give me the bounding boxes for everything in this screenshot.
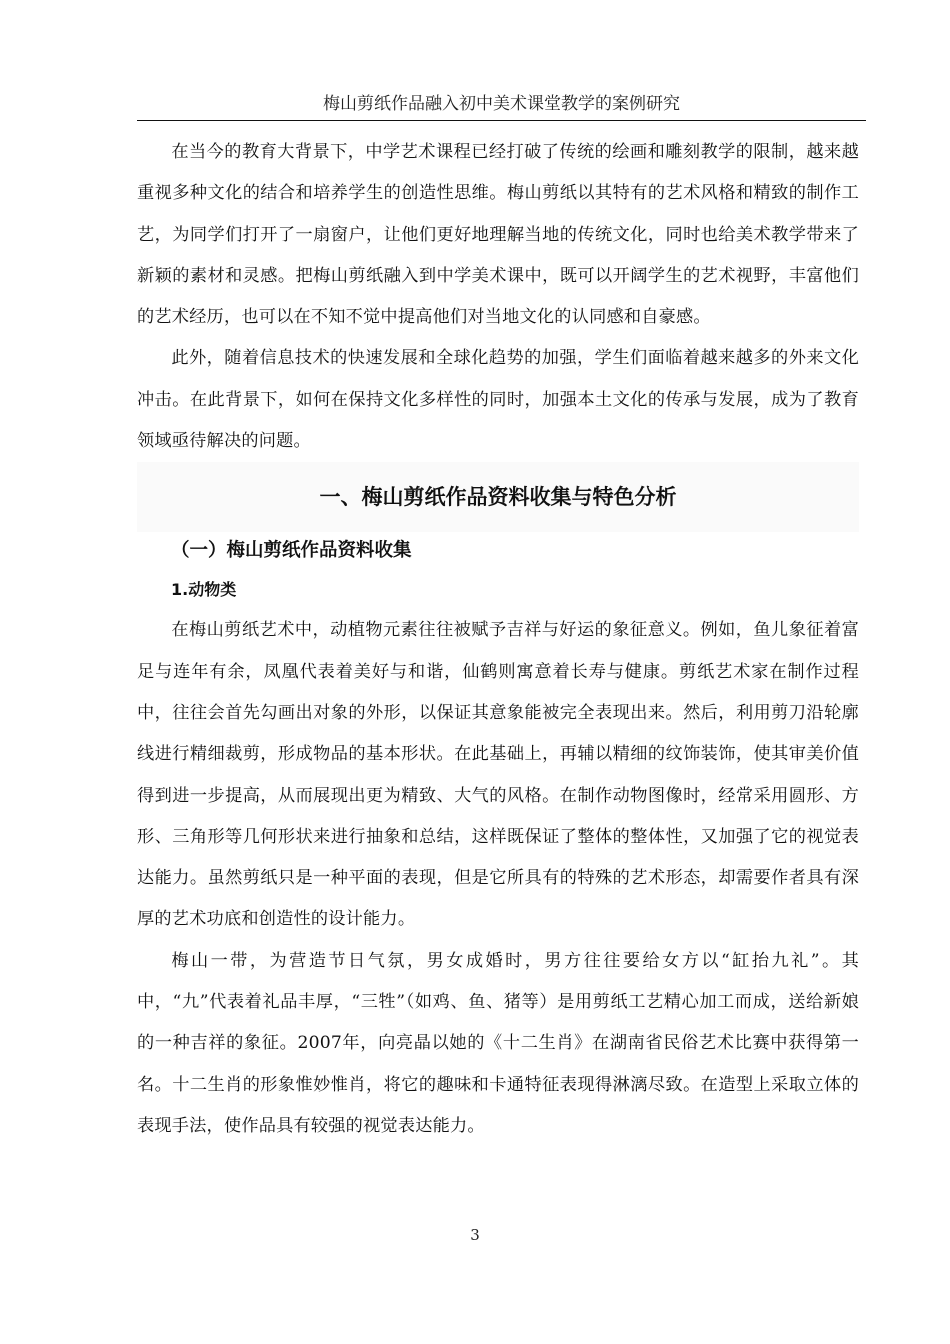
subsection-heading: （一）梅山剪纸作品资料收集	[171, 540, 412, 562]
intro-paragraph-2: 此外，随着信息技术的快速发展和全球化趋势的加强，学生们面临着越来越多的外来文化冲击。在此背景下，如何在保持文化多样性的同时，加强本土文化的传承与发展，成为了教育领域亟待解决的问题。	[137, 348, 859, 452]
section-heading: 一、梅山剪纸作品资料收集与特色分析	[137, 462, 859, 532]
section-paragraph-2: 梅山一带，为营造节日气氛，男女成婚时，男方往往要给女方以“缸抬九礼”。其中，“九”代表着礼品丰厚，“三牲”（如鸡、鱼、猪等）是用剪纸工艺精心加工而成，送给新娘的一种吉祥的象征。2007年，向亮晶以她的《十二生肖》在湖南省民俗艺术比赛中获得第一名。十二生肖的形象惟妙惟肖，将它的趣味和卡通特征表现得淋漓尽致。在造型上采取立体的表现手法，使作品具有较强的视觉表达能力。	[137, 950, 859, 1136]
sub-subsection-heading: 1.动物类	[171, 580, 237, 600]
running-header-title: 梅山剪纸作品融入初中美术课堂教学的案例研究	[323, 94, 680, 114]
intro-paragraph-1: 在当今的教育大背景下，中学艺术课程已经打破了传统的绘画和雕刻教学的限制，越来越重视多种文化的结合和培养学生的创造性思维。梅山剪纸以其特有的艺术风格和精致的制作工艺，为同学们打开了一扇窗户，让他们更好地理解当地的传统文化，同时也给美术教学带来了新颖的素材和灵感。把梅山剪纸融入到中学美术课中，既可以开阔学生的艺术视野，丰富他们的艺术经历，也可以在不知不觉中提高他们对当地文化的认同感和自豪感。	[137, 142, 859, 328]
running-header	[137, 92, 866, 121]
section-paragraph-1: 在梅山剪纸艺术中，动植物元素往往被赋予吉祥与好运的象征意义。例如，鱼儿象征着富足与连年有余，凤凰代表着美好与和谐，仙鹤则寓意着长寿与健康。剪纸艺术家在制作过程中，往往会首先勾画出对象的外形，以保证其意象能被完全表现出来。然后，利用剪刀沿轮廓线进行精细裁剪，形成物品的基本形状。在此基础上，再辅以精细的纹饰装饰，使其审美价值得到进一步提高，从而展现出更为精致、大气的风格。在制作动物图像时，经常采用圆形、方形、三角形等几何形状来进行抽象和总结，这样既保证了整体的整体性，又加强了它的视觉表达能力。虽然剪纸只是一种平面的表现，但是它所具有的特殊的艺术形态，却需要作者具有深厚的艺术功底和创造性的设计能力。	[137, 620, 859, 930]
page-body	[137, 132, 859, 1147]
page-number: 3	[470, 1226, 480, 1244]
